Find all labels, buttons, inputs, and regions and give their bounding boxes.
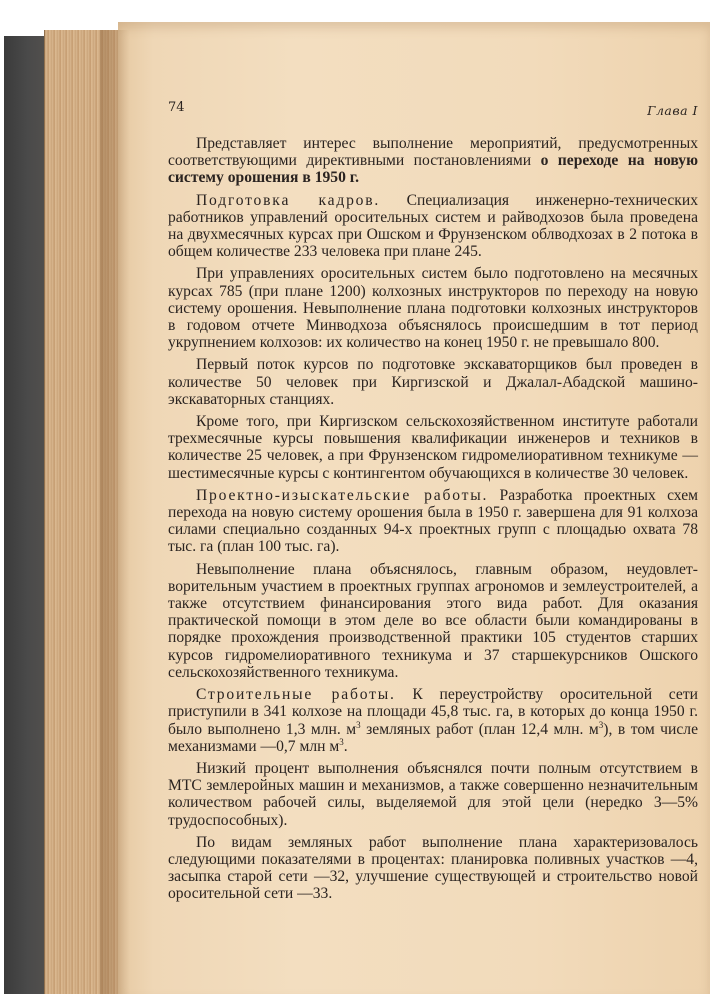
- paragraph-8: [168, 686, 698, 755]
- paragraph-text: земляных работ (план 12,4 млн. м: [360, 720, 599, 738]
- paragraph-5: [168, 413, 698, 482]
- chapter-title: Глава I: [647, 103, 698, 118]
- paragraph-text: ), в том числе механизмами —0,7 млн м: [168, 720, 698, 755]
- paragraph-text: К переустройству оросительной сети приступили в 341 колхозе на площади 45,8 тыс. га, в которых до конца 1950 г. было выполнено 1,3 млн. м: [168, 686, 698, 738]
- paragraph-text: Кроме того, при Киргизском сельскохозяйственном институте работали трехмесячные курсы повышения квалификации инженеров и техников в количестве 25 человек, а при Фрунзенском гидромелиоративном техникуме — шестимесячные курсы с контингентом обучающихся в количестве 30 человек.: [168, 413, 698, 482]
- paragraph-9: [168, 760, 698, 829]
- superscript: 3: [356, 719, 361, 730]
- running-header: [168, 100, 710, 122]
- paragraph-text: Специализация инженерно-технических работников управлений оросительных систем и райводхозов была проведена на двухмесячных курсах при Ошском и Фрунзенском облводхозах в 2 потока в общем количестве 233 человека при плане 245.: [168, 191, 698, 261]
- paragraph-text: Невыполнение плана объяснялось, главным образом, неудовлетворительным участием в проектных группах агрономов и землеустроителей, а также отсутствием финансирования этого вида работ. Для оказания практической помощи в этом деле во все области были командированы в порядке прохождения производственной практики 105 студентов старших курсов гидромелиоративного техникума и 37 старшекурсников Ошского сельскохозяйственного техникума.: [168, 560, 698, 681]
- body-text: [168, 135, 698, 908]
- paragraph-2: [168, 192, 698, 261]
- section-lead: Подготовка кадров.: [196, 191, 381, 209]
- section-lead: Строительные работы.: [196, 686, 396, 704]
- gutter-shadow: [100, 30, 130, 994]
- paragraph-3: [168, 265, 698, 351]
- paragraph-4: [168, 356, 698, 408]
- paragraph-text: По видам земляных работ выполнение плана характеризовалось следующими показателями в процентах: планировка поливных участков —4, засыпка старой сети —32, улучшение существующей и строительство новой оросительной сети —33.: [168, 833, 698, 903]
- paragraph-1: [168, 135, 698, 187]
- paragraph-text: Разработка проектных схем перехода на новую систему орошения была в 1950 г. завершена для 91 колхоза силами специально созданных 94-х проектных групп с площадью охвата 78 тыс. га (план 100 тыс. га).: [168, 486, 698, 556]
- paragraph-text: .: [343, 737, 348, 755]
- paragraph-10: [168, 834, 698, 903]
- paragraph-6: [168, 487, 698, 556]
- bold-phrase: о переходе на новую систему орошения в 1950 г.: [168, 152, 698, 187]
- paragraph-text: Первый поток курсов по подготовке экскаваторщиков был проведен в количестве 50 человек при Киргизской и Джалал-Абадской машино-экскаваторных станциях.: [168, 356, 698, 408]
- paragraph-text: Представляет интерес выполнение мероприятий, предусмотренных соответствующими директивными постановлениями: [168, 135, 698, 170]
- page-number: 74: [168, 100, 185, 115]
- paragraph-text: Низкий процент выполнения объяснялся почти полным отсутствием в МТС землеройных машин и механизмов, а также совершенно незначительным количеством рабочей силы, выделяемой для этой цели (нередко 3—5% трудоспособных).: [168, 759, 698, 829]
- paragraph-7: [168, 561, 698, 681]
- section-lead: Проектно-изыскательские работы.: [196, 486, 489, 504]
- superscript: 3: [598, 719, 604, 730]
- superscript: 3: [339, 736, 344, 747]
- paragraph-text: При управлениях оросительных систем было подготовлено на месячных курсах 785 (при плане 1200) колхозных инструкторов по переходу на новую систему орошения. Невыполнение плана подготовки колхозных инструкторов в годовом отчете Минводхоза объяснялось происшедшим в тот период укрупнением колхозов: их количество на конец 1950 г. не превышало 800.: [168, 265, 698, 352]
